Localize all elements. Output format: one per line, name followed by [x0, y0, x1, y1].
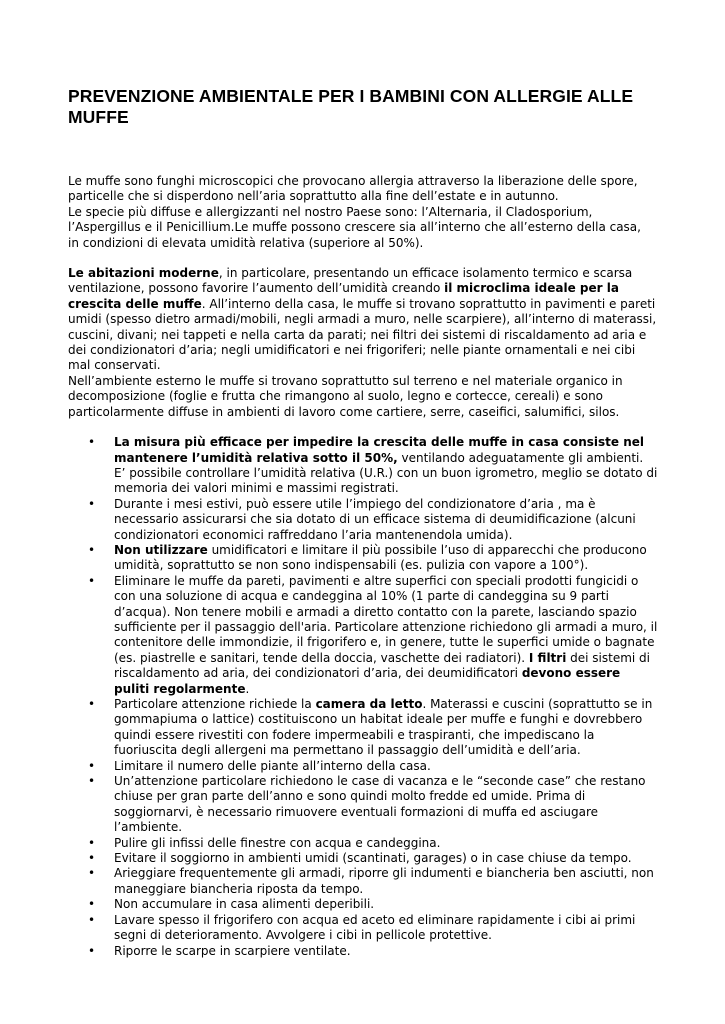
body-text: Lavare spesso il frigorifero con acqua ed aceto ed eliminare rapidamente i cibi ai primi segni di deterioramento. Avvolgere i cibi in pellicole protettive. — [114, 912, 636, 943]
body-text: Evitare il soggiorno in ambienti umidi (scantinati, garages) o in case chiuse da tempo. — [114, 851, 632, 866]
bullet-icon: • — [88, 943, 96, 958]
bullet-icon: • — [88, 835, 96, 850]
bold-text: La misura più efficace per impedire la crescita delle muffe in casa consiste nel mantenere l’umidità relativa sotto il 50%, — [114, 435, 645, 465]
body-text: . — [245, 681, 250, 696]
list-item — [68, 574, 658, 697]
bold-text: devono essere puliti regolarmente — [114, 666, 621, 696]
document-title: PREVENZIONE AMBIENTALE PER I BAMBINI CON ALLERGIE ALLE MUFFE — [68, 86, 634, 127]
list-item — [68, 897, 658, 912]
bold-text: Non utilizzare — [114, 542, 208, 557]
list-item — [68, 944, 658, 959]
document-page — [68, 86, 658, 959]
bullet-icon: • — [88, 851, 96, 866]
list-item — [68, 851, 658, 866]
body-text: Riporre le scarpe in scarpiere ventilate. — [114, 943, 351, 958]
intro-line: Le muffe sono funghi microscopici che provocano allergia attraverso la liberazione delle spore, — [68, 174, 638, 188]
bullet-icon: • — [88, 912, 96, 927]
intro-line: Le specie più diffuse e allergizzanti nel nostro Paese sono: l’Alternaria, il Cladosporium, — [68, 204, 593, 219]
prevention-list — [68, 435, 658, 959]
bold-text: Le abitazioni moderne — [68, 266, 219, 281]
intro-paragraph — [68, 174, 658, 251]
body-text: Un’attenzione particolare richiedono le case di vacanza e le “seconde case” che restano chiuse per gran parte dell’anno e sono quindi molto fredde ed umide. Prima di soggiornarvi, è necessario rimuovere eventuali formazioni di muffa ed asciugare l’ambiente. — [114, 774, 646, 835]
bullet-icon: • — [88, 697, 96, 711]
body-text: dei sistemi di riscaldamento ad aria, dei condizionatori d’aria, dei deumidificatori — [114, 650, 651, 681]
outdoor-paragraph: Nell’ambiente esterno le muffe si trovano soprattutto sul terreno e nel materiale organico in decomposizione (foglie e frutta che rimangono al suolo, legno e cortecce, cereali) e sono particolarmente diffuse in ambienti di lavoro come cartiere, serre, caseifici, salumifici, silos. — [68, 373, 623, 419]
list-item — [68, 435, 658, 497]
list-item — [68, 697, 658, 759]
bold-text: camera da letto — [315, 697, 423, 711]
bullet-icon: • — [88, 866, 96, 881]
bullet-icon: • — [88, 573, 96, 588]
body-text: Particolare attenzione richiede la — [114, 697, 316, 711]
modern-homes-paragraph — [68, 266, 658, 374]
list-item — [68, 759, 658, 774]
list-item — [68, 836, 658, 851]
bold-text: I filtri — [528, 650, 567, 665]
body-text: Pulire gli infissi delle finestre con acqua e candeggina. — [114, 835, 441, 850]
body-text: Eliminare le muffe da pareti, pavimenti e altre superfici con speciali prodotti fungicidi o con una soluzione di acqua e candeggina al 10% (1 parte di candeggina su 9 parti d’acqua). Non tenere mobili e armadi a diretto contatto con la parete, lasciando spazio sufficiente per il passaggio dell'aria. Particolare attenzione richiedono gli armadi a muro, il contenitore delle immondizie, il frigorifero e, in genere, tutte le superfici umide o bagnate (es. piastrelle e sanitari, tende della doccia, vaschette dei radiatori). — [114, 573, 658, 665]
body-text: umidificatori e limitare il più possibile l’uso di apparecchi che producono umidità, soprattutto se non sono indispensabili (es. pulizia con vapore a 100°). — [114, 542, 647, 573]
bullet-icon: • — [88, 774, 96, 789]
body-text: , in particolare, presentando un efficace isolamento termico e scarsa ventilazione, possono favorire l’aumento dell’umidità creando — [68, 266, 633, 296]
body-text: Limitare il numero delle piante all’interno della casa. — [114, 758, 431, 773]
list-item — [68, 866, 658, 897]
body-text: . Materassi e cuscini (soprattutto se in gommapiuma o lattice) costituiscono un habitat ideale per muffe e funghi e dovrebbero quindi essere rivestiti con fodere impermeabili e traspiranti, che impediscano la fuoriuscita degli allergeni ma permettano il passaggio dell’umidità e dell’aria. — [114, 697, 653, 758]
bullet-icon: • — [88, 496, 96, 511]
body-text: Durante i mesi estivi, può essere utile l’impiego del condizionatore d’aria , ma è necessario assicurarsi che sia dotato di un efficace sistema di deumidificazione (alcuni condizionatori economici raffreddano l’aria mantenendola umida). — [114, 496, 636, 542]
body-text: ventilando adeguatamente gli ambienti. E’ possibile controllare l’umidità relativa (U.R.) con un buon igrometro, meglio se dotato di memoria dei valori minimi e massimi registrati. — [114, 450, 658, 496]
bullet-icon: • — [88, 435, 96, 450]
body-text: Non accumulare in casa alimenti deperibili. — [114, 897, 375, 912]
list-item — [68, 543, 658, 574]
bullet-icon: • — [88, 897, 96, 912]
intro-line: in condizioni di elevata umidità relativa (superiore al 50%). — [68, 235, 424, 250]
list-item — [68, 913, 658, 944]
body-text: . All’interno della casa, le muffe si trovano soprattutto in pavimenti e pareti umidi (spesso dietro armadi/mobili, negli armadi a muro, nelle scarpiere), all’interno di materassi, cuscini, divani; nei tappeti e nella carta da parati; nei filtri dei sistemi di riscaldamento ad aria e dei condizionatori d’aria; negli umidificatori e nei frigoriferi; nelle piante ornamentali e nei cibi mal conservati. — [68, 296, 657, 373]
bullet-icon: • — [88, 758, 96, 773]
list-item — [68, 774, 658, 836]
body-text: Arieggiare frequentemente gli armadi, riporre gli indumenti e biancheria ben asciutti, non maneggiare biancheria riposta da tempo. — [114, 866, 654, 896]
bullet-icon: • — [88, 542, 96, 557]
bold-text: il microclima ideale per la crescita delle muffe — [68, 281, 619, 311]
intro-line: l’Aspergillus e il Penicillium.Le muffe possono crescere sia all’interno che all’esterno della casa, — [68, 220, 641, 235]
intro-line: particelle che si disperdono nell’aria soprattutto alla fine dell’estate e in autunno. — [68, 189, 559, 204]
list-item — [68, 497, 658, 543]
